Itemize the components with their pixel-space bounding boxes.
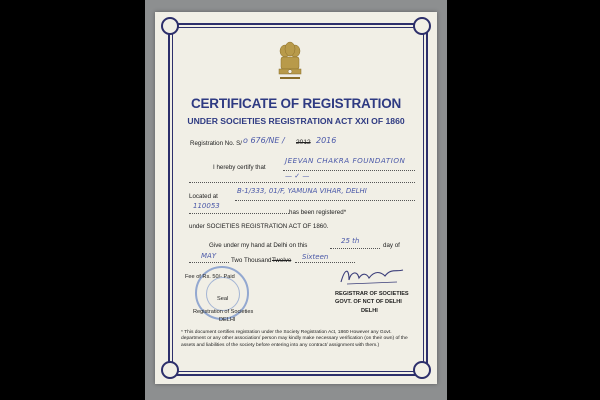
- national-emblem-icon: [276, 41, 304, 83]
- seal-label: Seal: [217, 296, 229, 302]
- fee-text: Fee of Rs. 50/- Paid: [185, 274, 235, 280]
- seal-inner-ring: [206, 277, 240, 311]
- month-value: MAY: [201, 252, 217, 260]
- dotted-line: [189, 262, 229, 263]
- border-corner-ornament: [161, 17, 179, 35]
- day-of-label: day of: [383, 242, 400, 249]
- struck-year: 2012: [296, 139, 311, 146]
- border-corner-ornament: [413, 17, 431, 35]
- registration-of-societies: Registration of Societies: [193, 309, 254, 315]
- registration-number: o 676/NE /: [243, 136, 285, 145]
- registration-year: 2016: [316, 136, 337, 145]
- border-corner-ornament: [413, 361, 431, 379]
- dotted-line: [189, 182, 415, 183]
- address-line-1: B-1/333, 01/F, YAMUNA VIHAR, DELHI: [237, 187, 367, 195]
- dotted-line: [189, 213, 289, 214]
- signature-icon: [337, 262, 409, 288]
- certificate-title: CERTIFICATE OF REGISTRATION: [190, 96, 402, 111]
- registrar-govt: GOVT. OF NCT OF DELHI: [335, 299, 402, 305]
- footnote: * This document certifies registration under the Society Registration Act, 1860 However any Govt. department or any other association/ person may kindly make necessary verification (on their own) of the assets and liabilities of the society before entering into any contract/ assignment with them.): [181, 330, 408, 348]
- registrar-delhi: DELHI: [361, 308, 378, 314]
- struck-year-word: Twelve: [272, 257, 292, 264]
- address-line-2: 110053: [193, 202, 220, 210]
- certificate-paper: [155, 12, 437, 384]
- year-in-words: Sixteen: [302, 253, 329, 261]
- act-text: under SOCIETIES REGISTRATION ACT OF 1860.: [189, 223, 329, 230]
- border-corner-ornament: [161, 361, 179, 379]
- dotted-line: [235, 200, 415, 201]
- day-value: 25 th: [341, 237, 360, 245]
- located-label: Located at: [189, 193, 218, 200]
- registration-label: Registration No. S/: [190, 140, 242, 147]
- dotted-line: [283, 170, 415, 171]
- delhi-left: DELHI: [219, 317, 236, 323]
- two-thousand-text: Two Thousand: [231, 257, 272, 264]
- scribble-mark: — ✓ —: [285, 172, 310, 180]
- dotted-line: [330, 248, 380, 249]
- certify-text: I hereby certify that: [213, 164, 266, 171]
- certificate-subtitle: UNDER SOCIETIES REGISTRATION ACT XXI OF 1860: [187, 116, 405, 126]
- given-text: Give under my hand at Delhi on this: [209, 242, 308, 249]
- registrar-title: REGISTRAR OF SOCIETIES: [335, 291, 409, 297]
- registered-text: has been registered*: [289, 209, 347, 216]
- society-name: JEEVAN CHAKRA FOUNDATION: [285, 156, 406, 165]
